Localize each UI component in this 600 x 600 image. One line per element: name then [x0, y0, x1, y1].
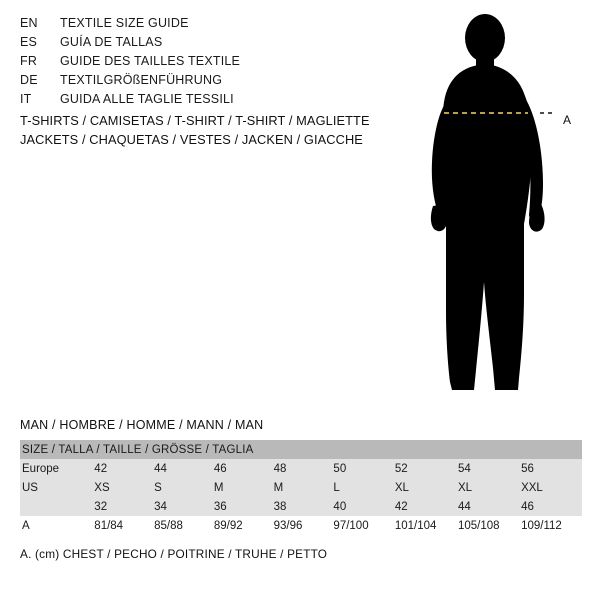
size-table-area — [20, 418, 582, 561]
table-row — [20, 516, 582, 535]
table-row — [20, 497, 582, 516]
table-cell: 56 — [519, 459, 582, 478]
table-cell: 85/88 — [152, 516, 212, 535]
table-footnote: A. (cm) CHEST / PECHO / POITRINE / TRUHE / PETTO — [20, 547, 328, 561]
language-row — [20, 16, 400, 35]
table-cell: 97/100 — [331, 516, 392, 535]
table-cell: 40 — [331, 497, 392, 516]
silhouette-icon — [400, 10, 600, 400]
table-cell: 101/104 — [393, 516, 456, 535]
table-cell: 105/108 — [456, 516, 519, 535]
category-tshirts: T-SHIRTS / CAMISETAS / T-SHIRT / T-SHIRT / MAGLIETTE — [20, 113, 370, 128]
language-text: GUIDE DES TAILLES TEXTILE — [60, 54, 241, 68]
language-text: GUÍA DE TALLAS — [60, 35, 163, 49]
table-row — [20, 478, 582, 497]
table-cell: 48 — [272, 459, 332, 478]
language-row — [20, 35, 400, 54]
language-list — [20, 16, 400, 111]
table-cell: 36 — [212, 497, 272, 516]
table-header-label: SIZE / TALLA / TAILLE / GRÖSSE / TAGLIA — [20, 440, 582, 459]
table-cell: 46 — [519, 497, 582, 516]
table-cell: XS — [92, 478, 152, 497]
row-label: Europe — [20, 459, 92, 478]
table-header-row — [20, 440, 582, 459]
garment-category-list — [20, 111, 420, 149]
language-code: ES — [20, 35, 38, 49]
row-label: A — [20, 516, 92, 535]
table-cell: 89/92 — [212, 516, 272, 535]
language-code: DE — [20, 73, 38, 87]
table-cell: 50 — [331, 459, 392, 478]
table-cell: S — [152, 478, 212, 497]
measure-label-a: A — [563, 113, 572, 127]
table-section-title: MAN / HOMBRE / HOMME / MANN / MAN — [20, 418, 264, 432]
table-cell: 42 — [393, 497, 456, 516]
language-code: FR — [20, 54, 38, 68]
table-row — [20, 459, 582, 478]
table-cell: 93/96 — [272, 516, 332, 535]
table-cell: 44 — [456, 497, 519, 516]
male-silhouette-figure — [400, 10, 600, 400]
size-table — [20, 440, 582, 535]
table-cell: 34 — [152, 497, 212, 516]
language-text: TEXTILE SIZE GUIDE — [60, 16, 189, 30]
table-cell: 46 — [212, 459, 272, 478]
language-row — [20, 73, 400, 92]
language-row — [20, 92, 400, 111]
row-label: US — [20, 478, 92, 497]
row-label — [20, 497, 92, 516]
language-code: EN — [20, 16, 38, 30]
table-cell: 54 — [456, 459, 519, 478]
table-cell: 32 — [92, 497, 152, 516]
table-cell: 44 — [152, 459, 212, 478]
table-cell: L — [331, 478, 392, 497]
table-cell: XXL — [519, 478, 582, 497]
language-code: IT — [20, 92, 32, 106]
table-cell: 109/112 — [519, 516, 582, 535]
language-text: GUIDA ALLE TAGLIE TESSILI — [60, 92, 234, 106]
table-cell: XL — [456, 478, 519, 497]
table-cell: M — [272, 478, 332, 497]
table-cell: 42 — [92, 459, 152, 478]
category-jackets: JACKETS / CHAQUETAS / VESTES / JACKEN / GIACCHE — [20, 132, 363, 147]
language-text: TEXTILGRÖßENFÜHRUNG — [60, 73, 223, 87]
table-cell: XL — [393, 478, 456, 497]
table-cell: 81/84 — [92, 516, 152, 535]
table-cell: 52 — [393, 459, 456, 478]
language-row — [20, 54, 400, 73]
table-cell: 38 — [272, 497, 332, 516]
table-cell: M — [212, 478, 272, 497]
